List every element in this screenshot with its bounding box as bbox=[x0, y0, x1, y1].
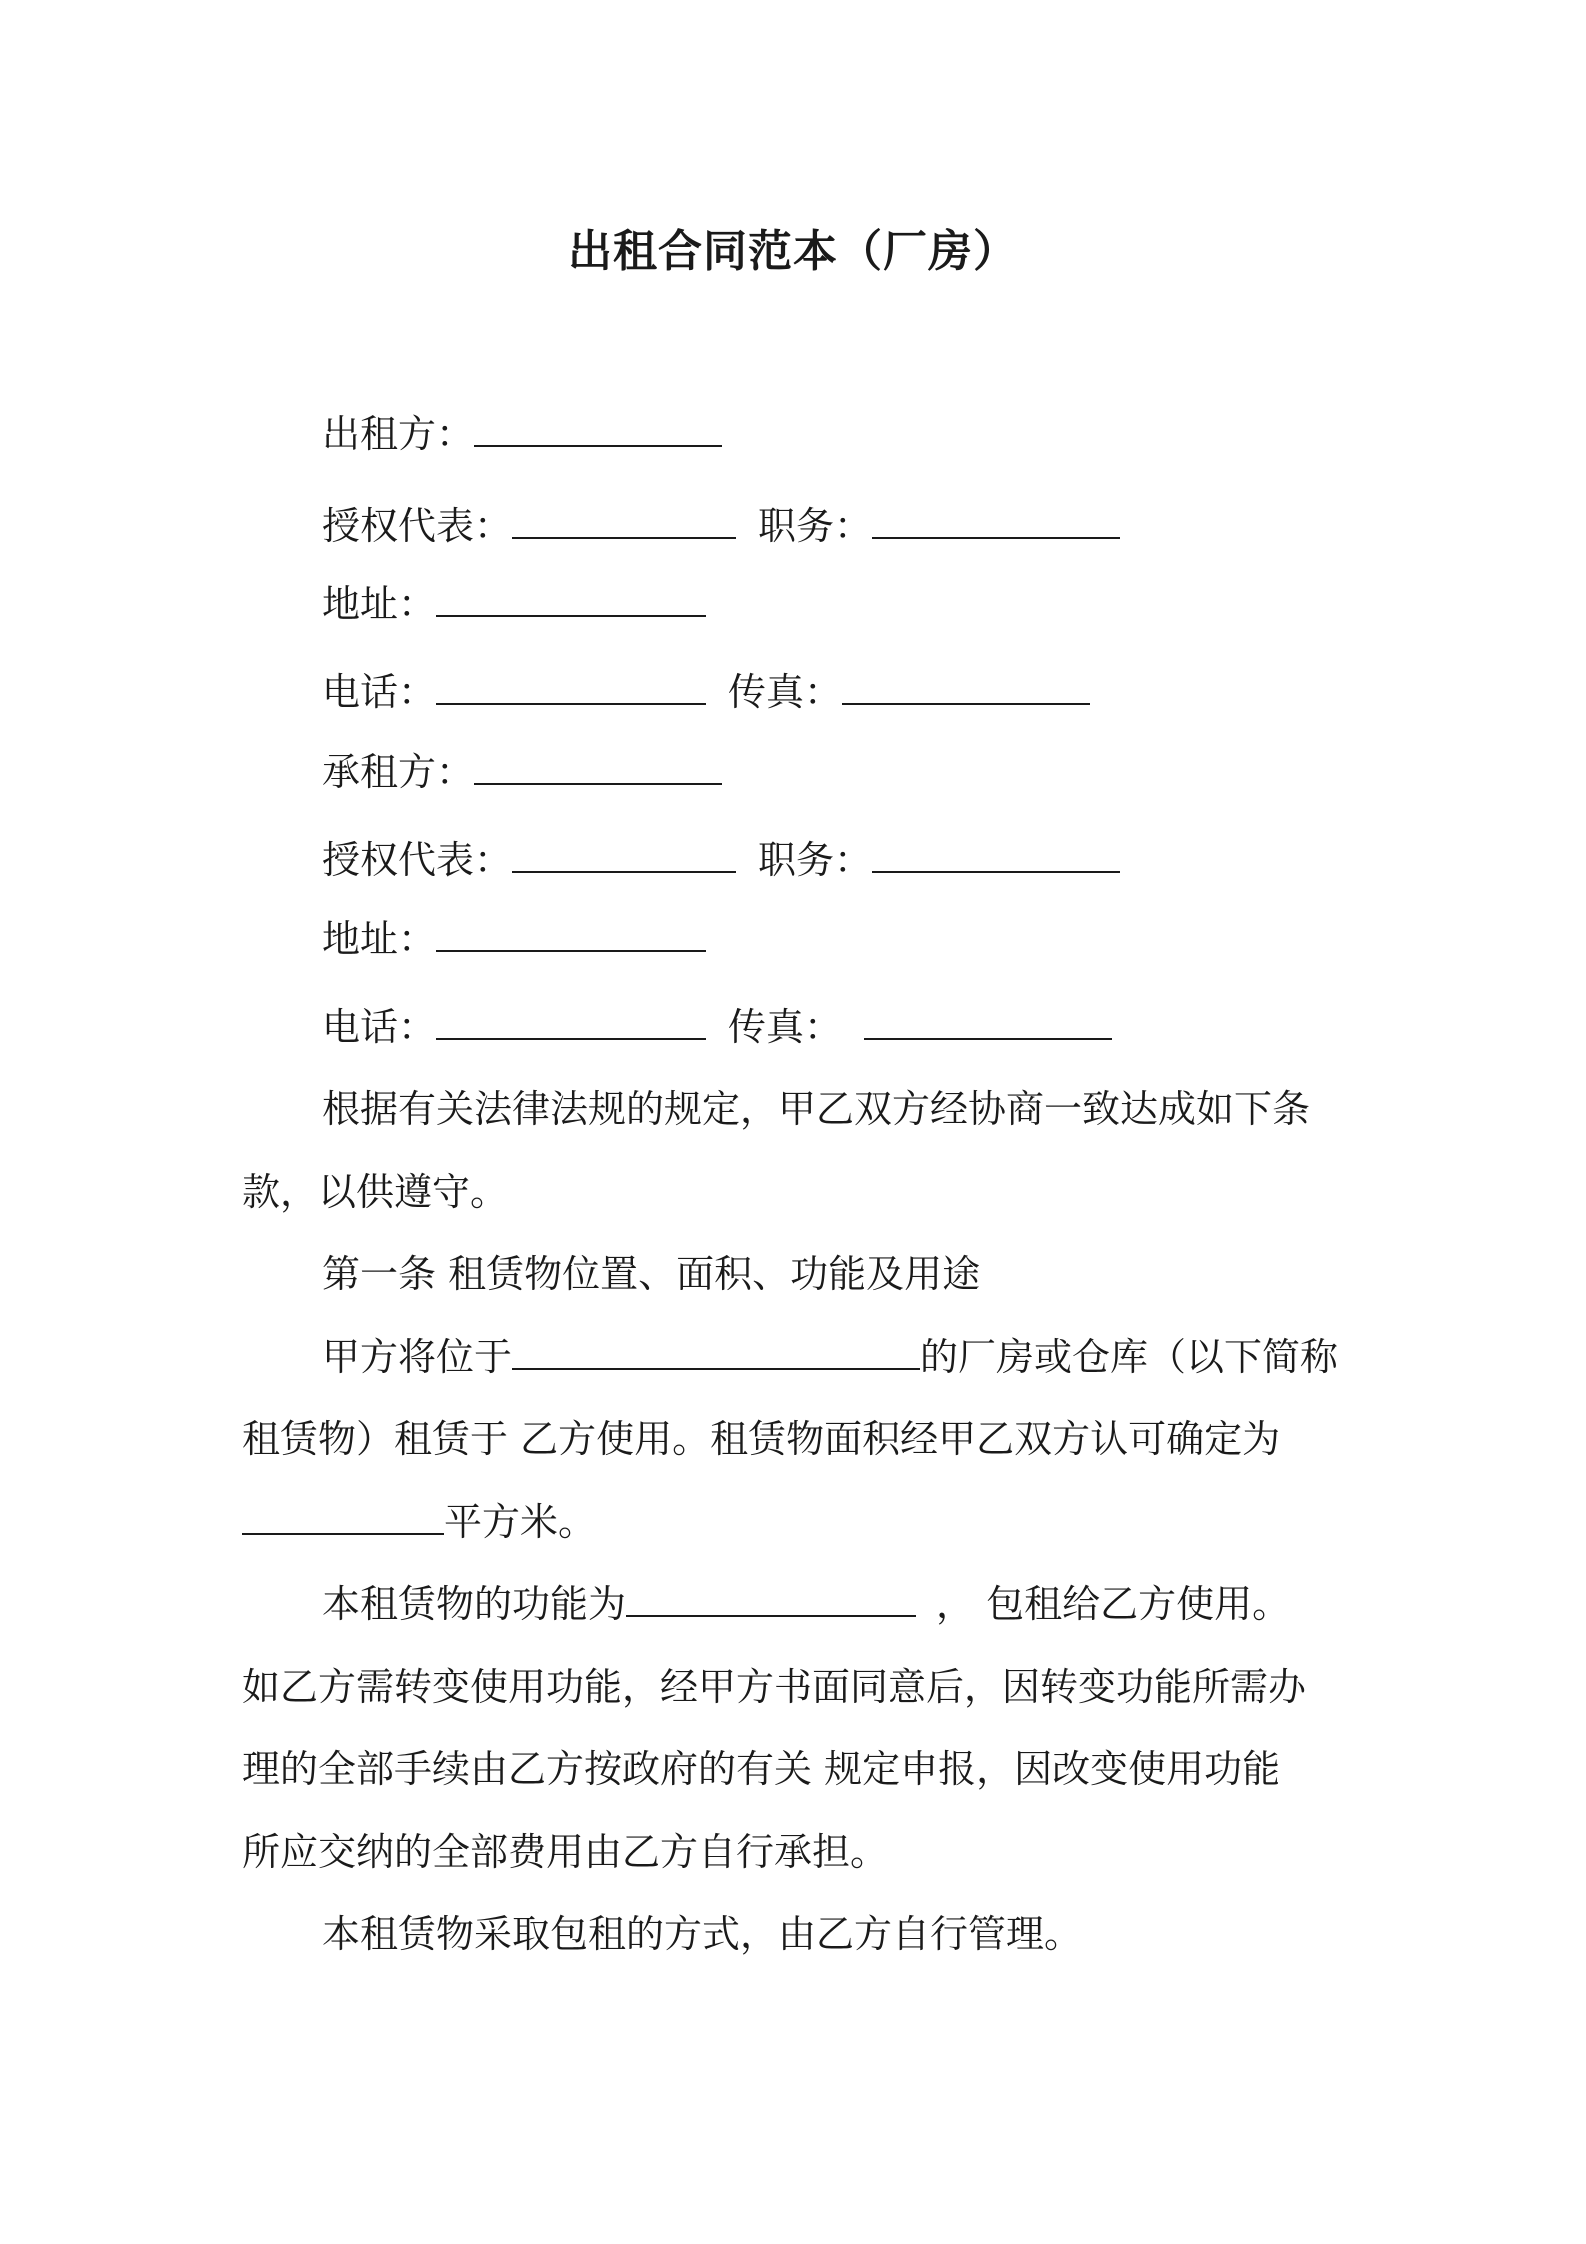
lessor-phone-blank bbox=[436, 671, 706, 705]
lessee-address-blank bbox=[436, 918, 706, 952]
area-blank bbox=[242, 1501, 444, 1535]
lessee-rep-line bbox=[322, 836, 1120, 884]
function-blank bbox=[626, 1583, 916, 1617]
lessee-position-label: 职务： bbox=[758, 838, 873, 882]
lessor-position-label: 职务： bbox=[758, 504, 873, 548]
p1-line-1-end: 的厂房或仓库（以下简称 bbox=[920, 1335, 1339, 1379]
p2-line-4: 所应交纳的全部费用由乙方自行承担。 bbox=[242, 1830, 889, 1874]
lessor-fax-label: 传真： bbox=[728, 670, 843, 714]
lessee-phone-label: 电话： bbox=[322, 1005, 437, 1049]
intro-line-2: 款，以供遵守。 bbox=[242, 1170, 509, 1214]
document-title: 出租合同范本（厂房） bbox=[568, 226, 1018, 277]
lessor-party-label: 出租方： bbox=[322, 412, 475, 456]
lessee-address-line bbox=[322, 915, 706, 963]
lessor-phone-line bbox=[322, 668, 1090, 716]
lessor-fax-blank bbox=[842, 671, 1090, 705]
p1-line-1-start: 甲方将位于 bbox=[322, 1335, 513, 1379]
lessor-position-blank bbox=[872, 505, 1120, 539]
lessor-party-line bbox=[322, 410, 722, 458]
p1-line-1 bbox=[322, 1333, 1432, 1381]
lessee-name-blank bbox=[474, 751, 722, 785]
lessee-phone-blank bbox=[436, 1006, 706, 1040]
p2-line-1 bbox=[322, 1580, 1432, 1628]
lessee-fax-blank bbox=[864, 1006, 1112, 1040]
lessor-rep-label: 授权代表： bbox=[322, 504, 513, 548]
article-1-heading: 第一条 租赁物位置、面积、功能及用途 bbox=[322, 1252, 981, 1296]
lessee-phone-line bbox=[322, 1003, 1112, 1051]
p2-line-3: 理的全部手续由乙方按政府的有关 规定申报，因改变使用功能 bbox=[242, 1747, 1281, 1791]
lessee-party-label: 承租方： bbox=[322, 750, 475, 794]
p1-line-3-end: 平方米。 bbox=[444, 1500, 597, 1544]
lessee-party-line bbox=[322, 748, 722, 796]
p2-line-2: 如乙方需转变使用功能，经甲方书面同意后，因转变功能所需办 bbox=[242, 1665, 1307, 1709]
lessor-rep-blank bbox=[512, 505, 736, 539]
p2-line-1-start: 本租赁物的功能为 bbox=[322, 1582, 627, 1626]
lessor-rep-line bbox=[322, 502, 1120, 550]
location-blank bbox=[512, 1336, 920, 1370]
lessor-address-blank bbox=[436, 583, 706, 617]
p3-line-1: 本租赁物采取包租的方式，由乙方自行管理。 bbox=[322, 1912, 1083, 1956]
lessor-phone-label: 电话： bbox=[322, 670, 437, 714]
intro-line-1: 根据有关法律法规的规定，甲乙双方经协商一致达成如下条 bbox=[322, 1087, 1311, 1131]
lessee-position-blank bbox=[872, 839, 1120, 873]
lessee-fax-label: 传真： bbox=[728, 1005, 843, 1049]
lessor-name-blank bbox=[474, 413, 722, 447]
lessee-rep-label: 授权代表： bbox=[322, 838, 513, 882]
p1-line-3 bbox=[242, 1498, 1352, 1546]
lessor-address-label: 地址： bbox=[322, 582, 437, 626]
lessee-address-label: 地址： bbox=[322, 917, 437, 961]
lessee-rep-blank bbox=[512, 839, 736, 873]
p1-line-2: 租赁物）租赁于 乙方使用。租赁物面积经甲乙双方认可确定为 bbox=[242, 1417, 1281, 1461]
p2-line-1-end: ， 包租给乙方使用。 bbox=[936, 1582, 1291, 1626]
lessor-address-line bbox=[322, 580, 706, 628]
